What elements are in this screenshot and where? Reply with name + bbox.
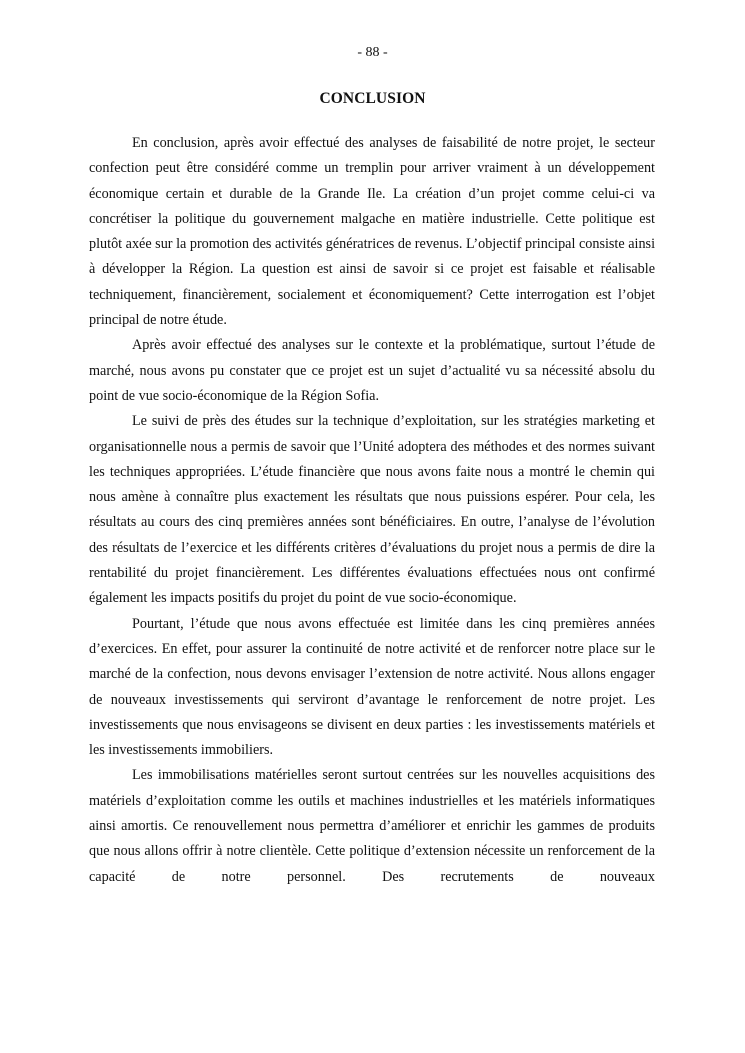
paragraph-market-analysis: Après avoir effectué des analyses sur le contexte et la problématique, surtout l’étude de marché, nous avons pu constater que ce projet est un sujet d’actualité vu sa nécessité absolu du point de vue socio-économique de la Région Sofia. (89, 337, 655, 404)
paragraph-technical-financial-study: Le suivi de près des études sur la technique d’exploitation, sur les stratégies marketing et organisationnelle nous a permis de savoir que l’Unité adoptera des méthodes et des normes suivant les techniques appropriées. L’étude financière que nous avons faite nous a montré le chemin qui nous amène à connaître plus exactement les résultats que nous puissions espérer. Pour cela, les résultats au cours des cinq premières années sont bénéficiaires. En outre, l’analyse de l’évolution des résultats de l’exercice et les différents critères d’évaluations du projet nous a permis de dire la rentabilité du projet financièrement. Les différentes évaluations effectuées nous ont confirmé également les impacts positifs du projet du point de vue socio-économique. (89, 413, 655, 607)
section-title: CONCLUSION (319, 90, 426, 107)
page-number: - 88 - (357, 45, 388, 60)
paragraph-material-immobilisations: Les immobilisations matérielles seront surtout centrées sur les nouvelles acquisitions des matériels d’exploitation comme les outils et machines industrielles et les matériels informatiques ainsi amortis. Ce renouvellement nous permettra d’améliorer et enrichir les gammes de produits que nous allons offrir à notre clientèle. Cette politique d’extension nécessite un renforcement de la capacité de notre personnel. Des recrutements de nouveaux (89, 767, 655, 885)
paragraph-introduction: En conclusion, après avoir effectué des analyses de faisabilité de notre projet, le secteur confection peut être considéré comme un tremplin pour arriver vraiment à un développement économique certain et durable de la Grande Ile. La création d’un projet comme celui-ci va concrétiser la politique du gouvernement malgache en matière industrielle. Cette politique est plutôt axée sur la promotion des activités génératrices de revenus. L’objectif principal consiste ainsi à développer la Région. La question est ainsi de savoir si ce projet est faisable et réalisable techniquement, financièrement, socialement et économiquement? Cette interrogation est l’objet principal de notre étude. (89, 135, 656, 329)
paragraph-limitations-extension: Pourtant, l’étude que nous avons effectuée est limitée dans les cinq premières années d’exercices. En effet, pour assurer la continuité de notre activité et de renforcer notre place sur le marché de la confection, nous devons envisager l’extension de notre activité. Nous allons engager de nouveaux investissements qui serviront d’avantage le renforcement de notre projet. Les investissements que nous envisageons se divisent en deux parties : les investissements matériels et les investissements immobiliers. (89, 615, 655, 759)
body-text (89, 131, 655, 890)
